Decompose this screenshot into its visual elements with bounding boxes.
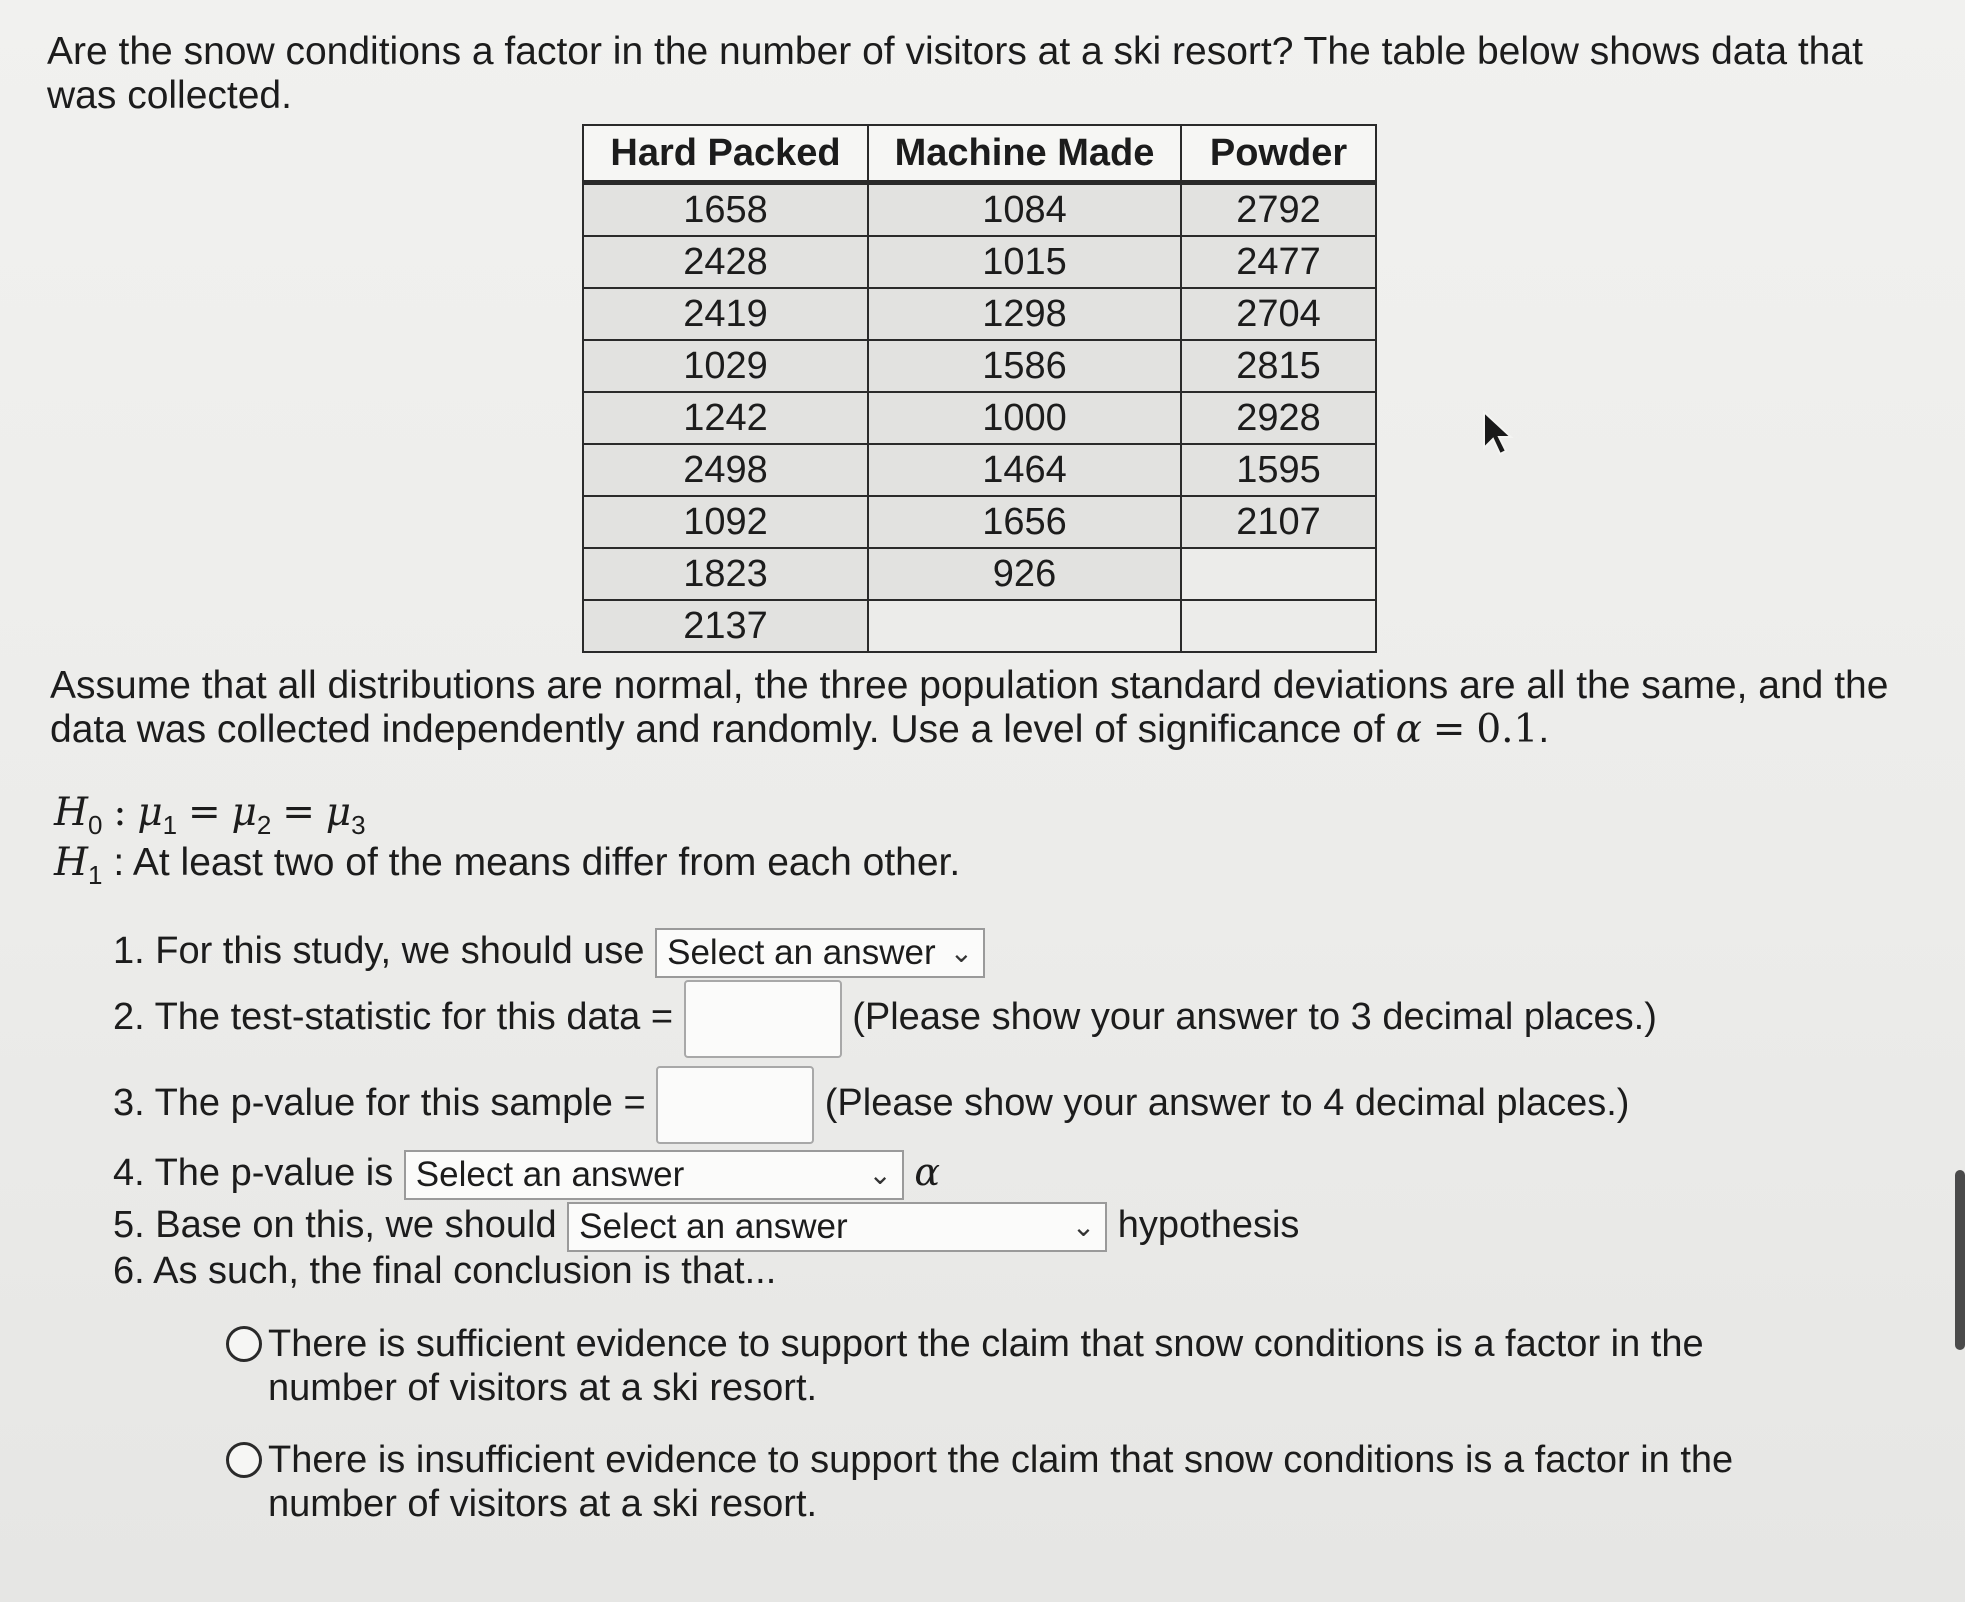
h0-eq1: = xyxy=(187,790,221,835)
table-cell: 1029 xyxy=(583,340,868,392)
header-hard-packed: Hard Packed xyxy=(583,125,868,183)
table-header-row xyxy=(583,125,1376,183)
p-value-comparison-select[interactable] xyxy=(404,1150,904,1200)
table-cell: 1464 xyxy=(868,444,1181,496)
table-cell: 2419 xyxy=(583,288,868,340)
assumption-period: . xyxy=(1538,708,1550,751)
table-cell: 1656 xyxy=(868,496,1181,548)
q3-note: (Please show your answer to 4 decimal places.) xyxy=(824,1082,1630,1125)
table-row xyxy=(583,288,1376,340)
h0-colon: : xyxy=(113,790,127,835)
table-cell: 2928 xyxy=(1181,392,1376,444)
table-row xyxy=(583,600,1376,652)
h0-mu2: μ xyxy=(231,790,257,835)
table-cell: 1000 xyxy=(868,392,1181,444)
question-intro: Are the snow conditions a factor in the number of visitors at a ski resort? The table below shows data that was collected. xyxy=(47,30,1863,117)
table-cell: 1586 xyxy=(868,340,1181,392)
table-cell: 1092 xyxy=(583,496,868,548)
table-row xyxy=(583,183,1376,237)
h0-eq2: = xyxy=(282,790,315,835)
table-cell: 1658 xyxy=(583,183,868,237)
question-4 xyxy=(113,1150,940,1200)
q4-select-label: Select an answer xyxy=(415,1155,685,1194)
question-1 xyxy=(113,928,985,978)
h1-letter: H xyxy=(54,840,89,885)
alpha-equals: = xyxy=(1432,707,1466,752)
test-statistic-input[interactable] xyxy=(684,980,842,1058)
table-cell-empty xyxy=(868,600,1181,652)
radio-button[interactable] xyxy=(226,1442,262,1478)
table-cell: 1595 xyxy=(1181,444,1376,496)
q5-select-label: Select an answer xyxy=(579,1207,848,1246)
table-cell: 2107 xyxy=(1181,496,1376,548)
decision-select[interactable] xyxy=(567,1202,1107,1252)
table-cell: 2704 xyxy=(1181,288,1376,340)
table-row xyxy=(583,496,1376,548)
chevron-down-icon: ⌄ xyxy=(949,937,974,968)
data-table xyxy=(582,124,1377,653)
h0-subscript: 0 xyxy=(88,809,103,840)
table-cell: 926 xyxy=(868,548,1181,600)
scrollbar-thumb[interactable] xyxy=(1955,1170,1965,1350)
radio-button[interactable] xyxy=(226,1326,262,1362)
alpha-value: 0.1 xyxy=(1476,707,1539,752)
table-row xyxy=(583,548,1376,600)
chevron-down-icon: ⌄ xyxy=(1071,1211,1096,1242)
question-3 xyxy=(113,1066,1629,1144)
conclusion-option-sufficient[interactable] xyxy=(226,1322,1826,1410)
table-cell: 2137 xyxy=(583,600,868,652)
table-row xyxy=(583,392,1376,444)
q5-label: 5. Base on this, we should xyxy=(113,1204,557,1247)
table-cell-empty xyxy=(1181,600,1376,652)
p-value-input[interactable] xyxy=(656,1066,814,1144)
q4-label: 4. The p-value is xyxy=(113,1152,394,1195)
table-cell: 1242 xyxy=(583,392,868,444)
table-cell: 2792 xyxy=(1181,183,1376,237)
assumption-text xyxy=(50,664,1890,752)
table-cell: 2477 xyxy=(1181,236,1376,288)
chevron-down-icon: ⌄ xyxy=(868,1159,892,1190)
h1-subscript: 1 xyxy=(88,859,103,890)
q1-label: 1. For this study, we should use xyxy=(113,930,645,973)
table-row xyxy=(583,444,1376,496)
table-row xyxy=(583,236,1376,288)
table-cell: 2428 xyxy=(583,236,868,288)
h1-text: : At least two of the means differ from each other. xyxy=(113,841,961,884)
q2-label: 2. The test-statistic for this data = xyxy=(113,996,674,1039)
q3-label: 3. The p-value for this sample = xyxy=(113,1082,646,1125)
q1-select-label: Select an answer xyxy=(667,933,936,972)
table-cell: 1015 xyxy=(868,236,1181,288)
q4-alpha: α xyxy=(914,1150,941,1195)
table-cell: 1298 xyxy=(868,288,1181,340)
h0-mu1-subscript: 1 xyxy=(162,809,178,840)
alpha-symbol: α xyxy=(1395,707,1422,752)
header-machine-made: Machine Made xyxy=(868,125,1181,183)
header-powder: Powder xyxy=(1181,125,1376,183)
table-cell: 1823 xyxy=(583,548,868,600)
question-5 xyxy=(113,1202,1299,1252)
q5-suffix: hypothesis xyxy=(1117,1204,1300,1247)
assumption-body: Assume that all distributions are normal, the three population standard deviations are all the same, and the data was collected independently and randomly. Use a level of significance of xyxy=(50,664,1889,751)
h0-mu2-subscript: 2 xyxy=(256,809,272,840)
question-6 xyxy=(113,1250,776,1293)
alternative-hypothesis xyxy=(54,840,960,891)
table-cell: 1084 xyxy=(868,183,1181,237)
null-hypothesis xyxy=(54,790,366,841)
question-2 xyxy=(113,980,1657,1058)
mouse-cursor-icon xyxy=(1480,410,1514,456)
table-row xyxy=(583,340,1376,392)
h0-mu3-subscript: 3 xyxy=(351,809,366,840)
h0-letter: H xyxy=(54,790,89,835)
option-label: There is sufficient evidence to support the claim that snow conditions is a factor in the number of visitors at a ski resort. xyxy=(268,1323,1704,1409)
table-cell: 2815 xyxy=(1181,340,1376,392)
table-cell-empty xyxy=(1181,548,1376,600)
h0-mu1: μ xyxy=(137,790,163,835)
q2-note: (Please show your answer to 3 decimal places.) xyxy=(852,996,1657,1039)
table-cell: 2498 xyxy=(583,444,868,496)
h0-mu3: μ xyxy=(325,790,352,835)
study-type-select[interactable] xyxy=(655,928,985,978)
q6-label: 6. As such, the final conclusion is that... xyxy=(113,1250,777,1292)
option-label: There is insufficient evidence to support the claim that snow conditions is a factor in the number of visitors at a ski resort. xyxy=(268,1439,1734,1525)
conclusion-option-insufficient[interactable] xyxy=(226,1438,1826,1526)
